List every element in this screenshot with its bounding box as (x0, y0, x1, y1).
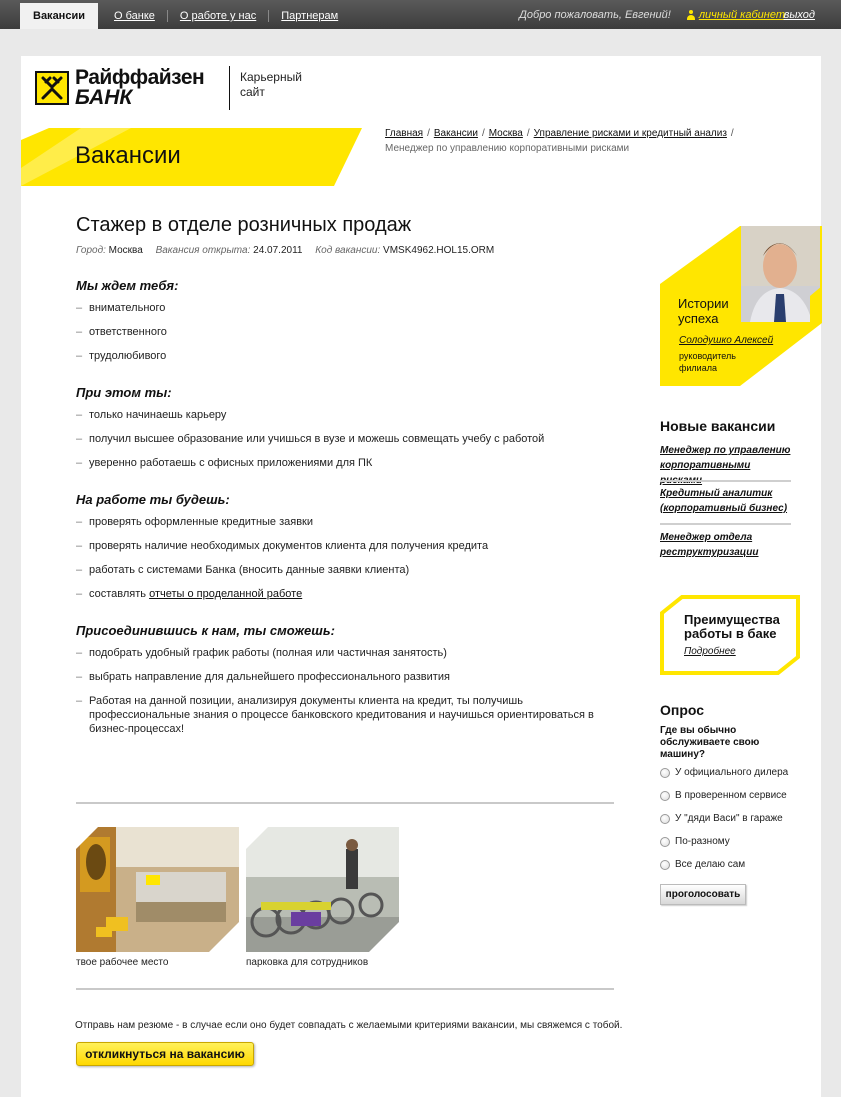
nav-vacancies[interactable]: Вакансии (20, 3, 98, 29)
city-value: Москва (108, 245, 143, 256)
breadcrumb-link-home[interactable]: Главная (385, 128, 424, 139)
list-item: – работать с системами Банка (вносить данные заявки клиента) (76, 563, 616, 577)
poll-option[interactable] (660, 767, 788, 778)
list-item: – Работая на данной позиции, анализируя документы клиента на кредит, ты получишь профессиональные знания о процессе банковского кредитования и научишься ориентироваться в бизнес-процессах! (76, 694, 596, 736)
section-requirements (76, 385, 616, 470)
list-item (76, 587, 616, 601)
list-item: – ответственного (76, 325, 616, 339)
cabinet-label: личный кабинет (698, 8, 785, 21)
list-item: – проверять наличие необходимых документов клиента для получения кредита (76, 539, 616, 553)
top-nav (20, 3, 350, 29)
logo-mark-icon (35, 71, 69, 105)
divider (76, 802, 614, 804)
poll-option[interactable] (660, 790, 787, 801)
list-item: – подобрать удобный график работы (полная или частичная занятость) (76, 646, 616, 660)
section-title: На работе ты будешь: (76, 492, 230, 507)
breadcrumb-link-moscow[interactable]: Москва (488, 128, 523, 139)
breadcrumb-link-risk[interactable]: Управление рисками и кредитный анализ (533, 128, 727, 139)
nav-partners[interactable]: Партнерам (281, 10, 339, 22)
list-item: – трудолюбивого (76, 349, 616, 363)
section-title: При этом ты: (76, 385, 172, 400)
section-benefits (76, 623, 616, 736)
logo-line-2: БАНК (75, 86, 133, 109)
radio-button[interactable] (660, 837, 670, 847)
workplace-caption: твое рабочее место (76, 957, 169, 968)
list-item: – уверенно работаешь с офисных приложениями для ПК (76, 456, 616, 470)
advantages-title: Преимущества работы в баке (684, 612, 780, 641)
opened-value: 24.07.2011 (253, 245, 303, 256)
section-title: Присоединившись к нам, ты сможешь: (76, 623, 335, 638)
top-bar (0, 0, 841, 29)
respond-button[interactable]: откликнуться на вакансию (76, 1042, 254, 1066)
poll-option-label: В проверенном сервисе (675, 790, 787, 801)
footer-text: Отправь нам резюме - в случае если оно будет совпадать с желаемыми критериями вакансии, мы свяжемся с тобой. (75, 1020, 623, 1031)
vote-button[interactable]: проголосовать (660, 884, 746, 905)
code-value: VMSK4962.HOL15.ORM (383, 245, 495, 256)
city-label: Город: (76, 245, 106, 256)
banner-shape (21, 128, 362, 186)
user-area (519, 0, 815, 29)
nav-about-work[interactable]: О работе у нас (168, 10, 269, 22)
sidebar-separator (660, 480, 791, 482)
logout-link[interactable]: выход (783, 8, 815, 21)
workplace-photo[interactable] (76, 827, 239, 952)
section-waiting (76, 278, 616, 363)
bank-logo[interactable] (35, 68, 204, 108)
section-duties (76, 492, 616, 601)
poll-option-label: У официального дилера (675, 767, 789, 778)
code-label: Код вакансии: (315, 245, 381, 256)
list-item: – получил высшее образование или учишься в вузе и можешь совмещать учебу с работой (76, 432, 616, 446)
radio-button[interactable] (660, 791, 670, 801)
list-item: – внимательного (76, 301, 616, 315)
list-item-prefix: составлять (89, 588, 147, 600)
new-vacancy-link[interactable]: Менеджер отдела реструктуризации (660, 532, 759, 558)
opened-label: Вакансия открыта: (155, 245, 251, 256)
page (21, 56, 821, 1097)
advantages-more-link[interactable]: Подробнее (684, 646, 736, 657)
header-divider (229, 66, 230, 110)
list-item: – выбрать направление для дальнейшего профессионального развития (76, 670, 616, 684)
radio-button[interactable] (660, 860, 670, 870)
parking-caption: парковка для сотрудников (246, 957, 369, 968)
banner-title: Вакансии (75, 142, 181, 169)
radio-button[interactable] (660, 768, 670, 778)
site-title: Карьерный сайт (240, 70, 302, 99)
story-title: Истории успеха (678, 296, 729, 326)
sidebar-separator (660, 523, 791, 525)
job-meta (76, 245, 616, 256)
welcome-text: Добро пожаловать, Евгений! (519, 8, 671, 21)
new-vacancy-link[interactable]: Кредитный аналитик (корпоративный бизнес) (660, 488, 788, 514)
poll-option-label: По-разному (675, 836, 730, 847)
nav-about-bank[interactable]: О банке (102, 10, 168, 22)
list-item: – только начинаешь карьеру (76, 408, 616, 422)
poll-title: Опрос (660, 702, 705, 718)
main-content (76, 214, 616, 746)
story-person-link[interactable]: Солодушко Алексей (679, 335, 774, 346)
new-vacancies-title: Новые вакансии (660, 418, 776, 434)
poll-option[interactable] (660, 836, 730, 847)
radio-button[interactable] (660, 814, 670, 824)
user-icon (687, 10, 695, 20)
divider (76, 988, 614, 990)
cabinet-link[interactable] (687, 9, 785, 21)
section-title: Мы ждем тебя: (76, 278, 179, 293)
breadcrumb: Главная / Вакансии / Москва / Управление рисками и кредитный анализ / Менеджер по управлению корпоративными рисками (385, 128, 734, 154)
poll-option[interactable] (660, 859, 745, 870)
poll-option-label: У "дяди Васи" в гараже (675, 813, 783, 824)
breadcrumb-link-vacancies[interactable]: Вакансии (433, 128, 478, 139)
reports-link[interactable]: отчеты о проделанной работе (149, 588, 303, 600)
story-person-role: руководитель филиала (679, 351, 736, 373)
breadcrumb-current: Менеджер по управлению корпоративными рисками (385, 143, 630, 154)
list-item: – проверять оформленные кредитные заявки (76, 515, 616, 529)
job-title: Стажер в отделе розничных продаж (76, 214, 412, 236)
logo-line-1: Райффайзен (75, 66, 205, 89)
poll-option[interactable] (660, 813, 783, 824)
new-vacancy-link[interactable]: Менеджер по управлению корпоративными (660, 445, 791, 471)
poll-question: Где вы обычно обслуживаете свою машину? (660, 725, 760, 760)
poll-option-label: Все делаю сам (675, 859, 746, 870)
parking-photo[interactable] (246, 827, 409, 952)
